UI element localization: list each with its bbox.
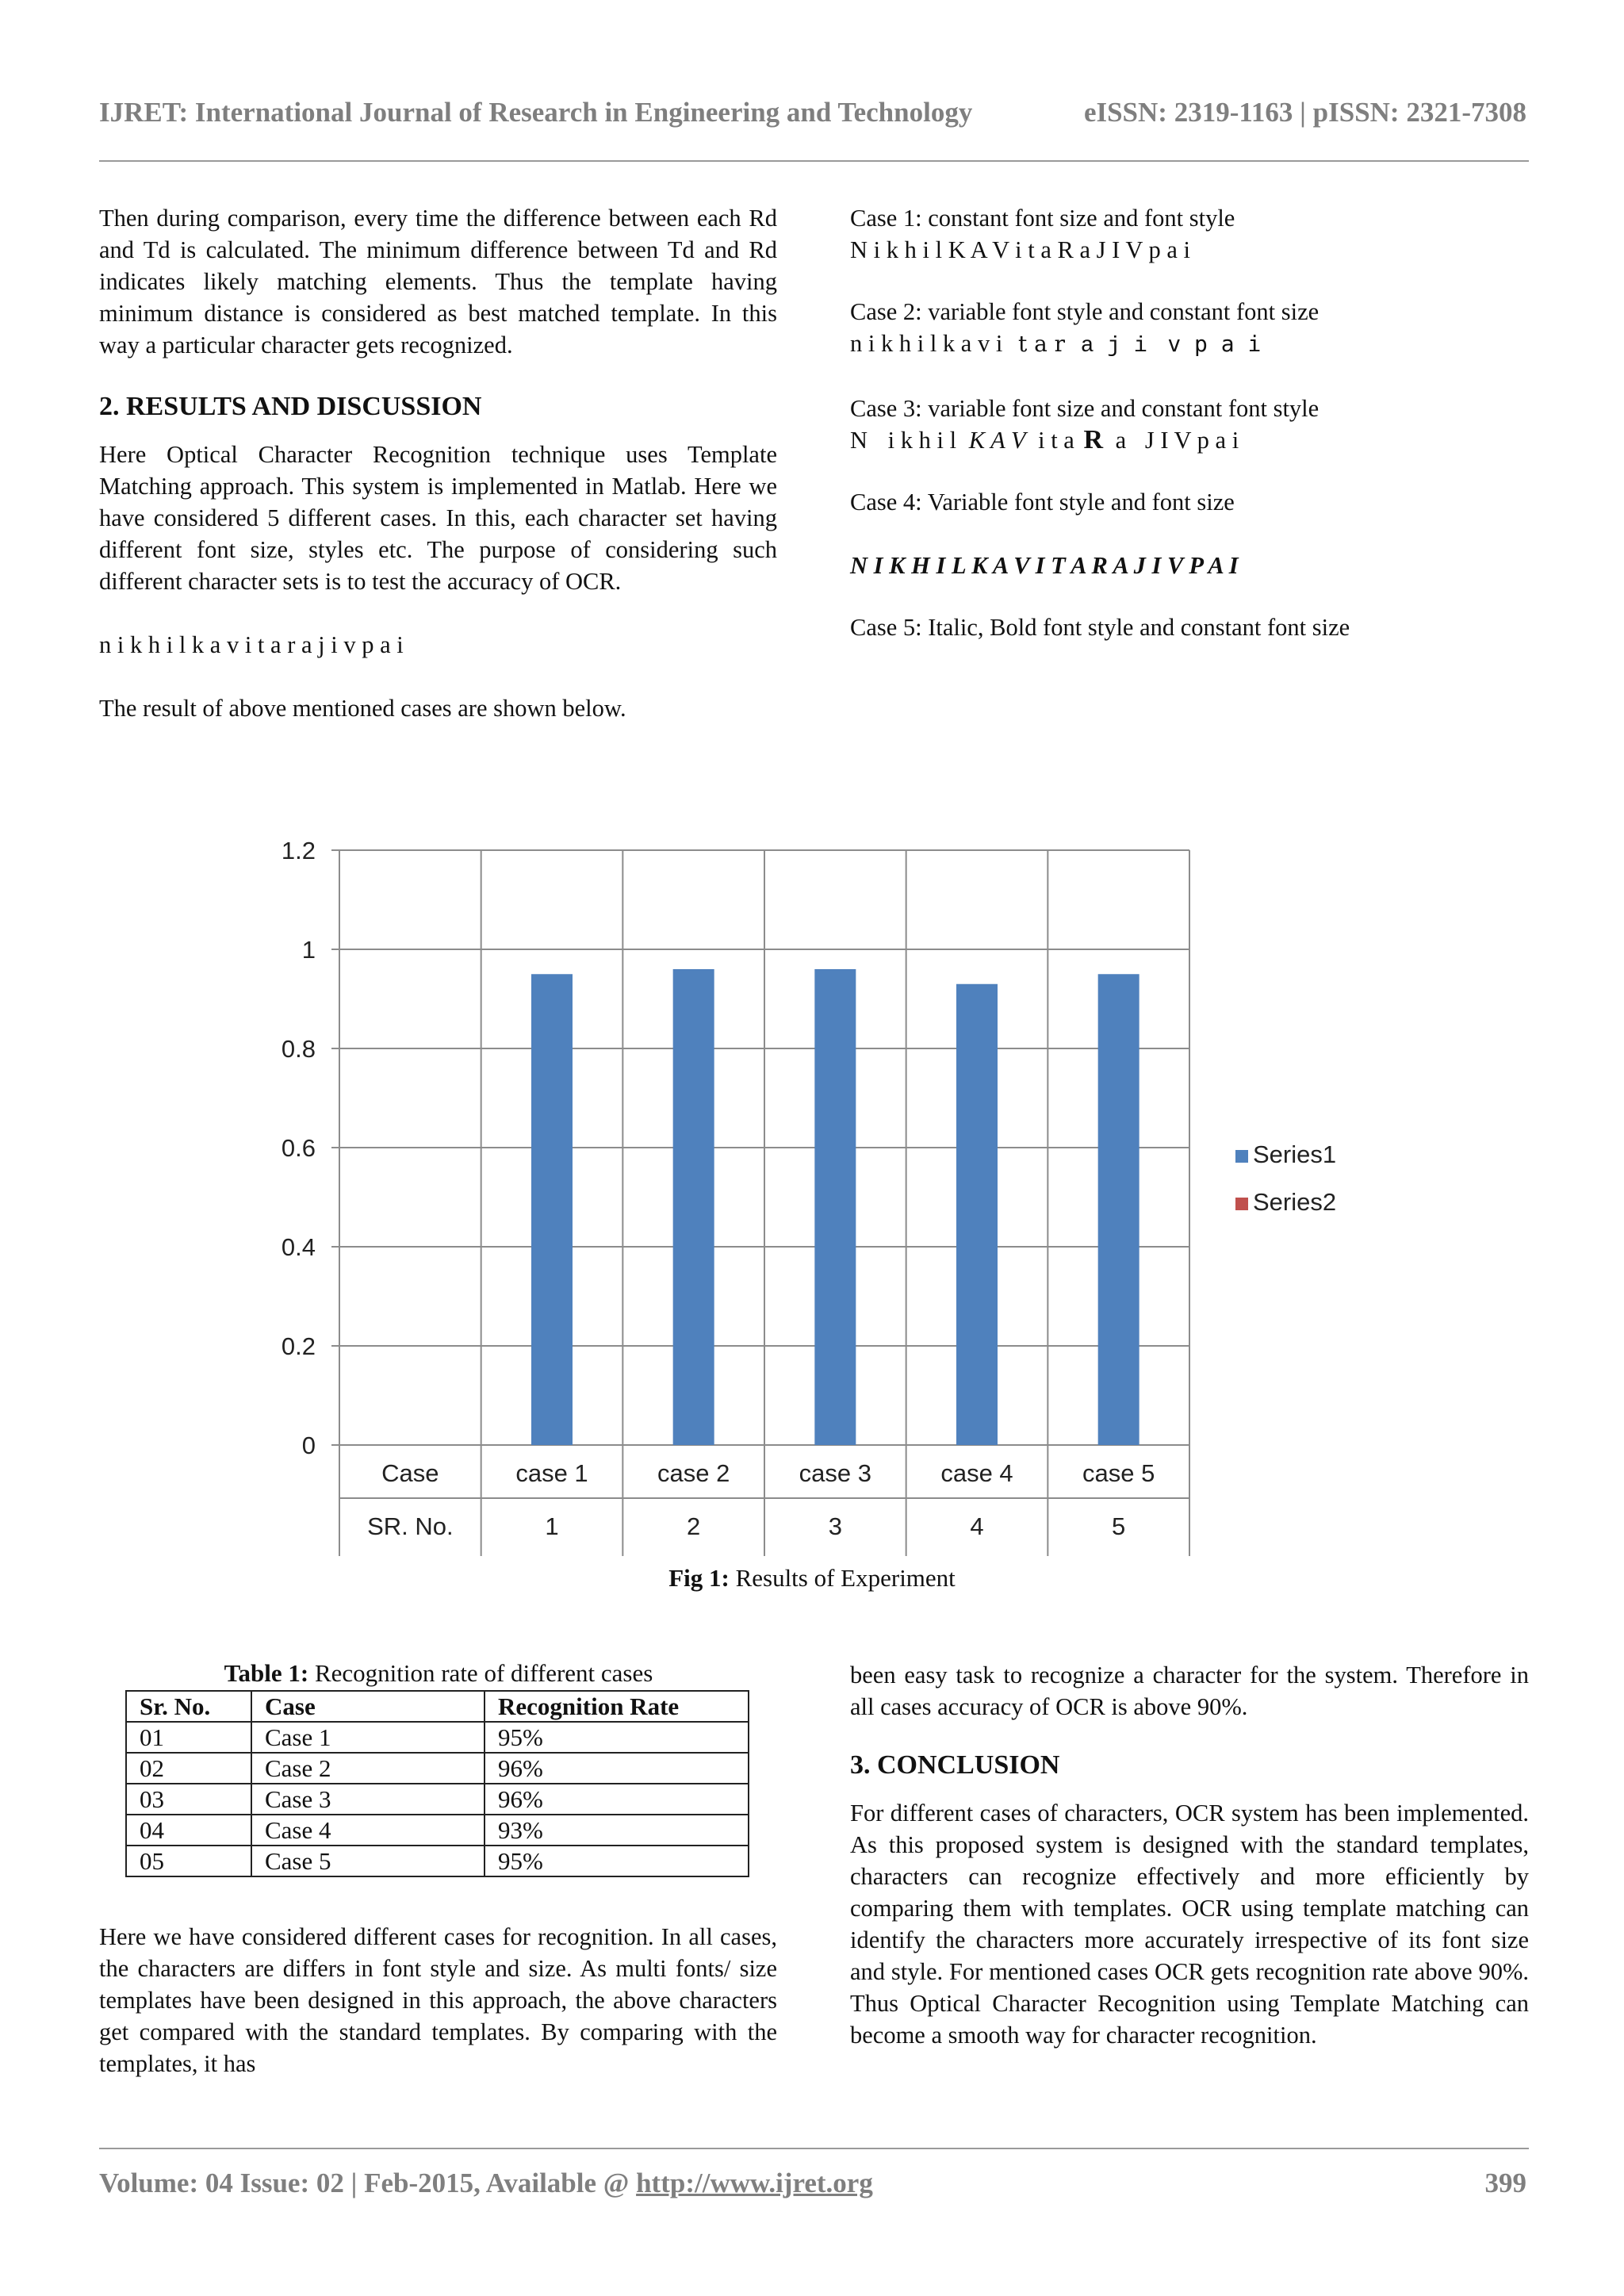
case-5-label: Case 5: Italic, Bold font style and constant font size: [850, 614, 1350, 641]
volume-info: [99, 2168, 873, 2199]
bar-case-4: [956, 984, 998, 1445]
table-1-caption: [125, 1659, 752, 1688]
journal-url-link[interactable]: http://www.ijret.org: [636, 2168, 873, 2198]
case-3-chars-part: a: [1115, 427, 1127, 454]
case-3-chars-part: J I V p a i: [1144, 427, 1239, 454]
case-3-chars-part: i k h i l: [887, 427, 957, 454]
issn-text: eISSN: 2319-1163 | pISSN: 2321-7308: [1083, 97, 1526, 128]
case-3-chars-part: i t a: [1038, 427, 1074, 454]
case-2-label: Case 2: variable font style and constant font size: [850, 298, 1320, 325]
conclusion-paragraph: For different cases of characters, OCR system has been implemented. As this proposed system is designed with the standard templates, characters can recognize effectively and more efficiently by comparing them with templates. OCR using template matching can identify the characters more accurately irrespective of its font size and style. For mentioned cases OCR gets recognition rate above 90%. Thus Optical Character Recognition using Template Matching can become a smooth way for character recognition.: [850, 1800, 1529, 2049]
lower-right-column: [850, 1659, 1529, 2051]
table-row: [126, 1722, 749, 1753]
table-cell: 95%: [485, 1722, 749, 1753]
running-header: [99, 97, 1526, 136]
y-tick-label: 0.2: [281, 1332, 316, 1360]
case-3-chars-part: R: [1083, 425, 1104, 454]
footer-rule: [99, 2148, 1529, 2149]
sample-characters: n i k h i l k a v i t a r a j i v p a i: [99, 631, 404, 658]
figure-caption-text: Results of Experiment: [735, 1564, 956, 1592]
sr-number-label: SR. No.: [367, 1512, 454, 1540]
results-intro: The result of above mentioned cases are shown below.: [99, 695, 626, 722]
case-2-chars-part: a j i: [1080, 334, 1147, 358]
case-3-characters: [850, 424, 1532, 456]
figure-caption: [0, 1564, 1624, 1593]
bar-case-3: [814, 969, 856, 1445]
legend-label: Series2: [1253, 1188, 1337, 1216]
x-category-label: case 4: [940, 1459, 1013, 1487]
table-row: [126, 1753, 749, 1784]
sr-number-label: 4: [970, 1512, 984, 1540]
sr-number-label: 1: [545, 1512, 559, 1540]
sr-number-label: 2: [687, 1512, 701, 1540]
table-cell: 05: [126, 1846, 251, 1876]
legend-swatch: [1235, 1198, 1248, 1210]
case-1-label: Case 1: constant font size and font style: [850, 205, 1235, 232]
page-number: 399: [1484, 2168, 1526, 2198]
table-cell: 02: [126, 1753, 251, 1784]
x-category-label: case 1: [515, 1459, 588, 1487]
lower-left-paragraph: [99, 1921, 777, 2079]
y-tick-label: 1.2: [281, 837, 316, 864]
table-cell: Case 2: [251, 1753, 485, 1784]
table-cell: Case 1: [251, 1722, 485, 1753]
table-row: [126, 1815, 749, 1846]
figure-caption-label: Fig 1:: [668, 1564, 730, 1592]
table-header-cell: Case: [251, 1691, 485, 1722]
x-category-label: case 5: [1082, 1459, 1155, 1487]
legend-swatch: [1235, 1150, 1248, 1163]
header-rule: [99, 160, 1529, 162]
case-2-chars-part: v p a i: [1167, 331, 1262, 357]
table-cell: 04: [126, 1815, 251, 1846]
case-4-characters: N I K H I L K A V I T A R A J I V P A I: [850, 552, 1239, 579]
table-row: [126, 1846, 749, 1876]
section-3-heading: 3. CONCLUSION: [850, 1750, 1060, 1780]
table-1-caption-text: Recognition rate of different cases: [314, 1659, 653, 1687]
case-2-characters: [850, 328, 1532, 362]
recognition-rate-table: [125, 1690, 749, 1877]
x-category-label: Case: [381, 1459, 439, 1487]
case-3-chars-part: K A V: [968, 427, 1026, 454]
table-header-cell: Sr. No.: [126, 1691, 251, 1722]
case-4-label: Case 4: Variable font style and font size: [850, 489, 1235, 516]
table-header-cell: Recognition Rate: [485, 1691, 749, 1722]
running-footer: [99, 2168, 1526, 2207]
case-3-label: Case 3: variable font size and constant font style: [850, 395, 1320, 422]
case-3-chars-part: N: [850, 427, 868, 454]
right-column-top: [850, 202, 1532, 643]
sr-number-label: 3: [828, 1512, 842, 1540]
table-row: [126, 1784, 749, 1815]
case-2-chars-part: n i k h i l k a v i: [850, 330, 1003, 357]
table-cell: 03: [126, 1784, 251, 1815]
x-category-label: case 3: [799, 1459, 872, 1487]
journal-title: IJRET: International Journal of Research in Engineering and Technology: [99, 97, 973, 128]
bar-case-2: [673, 969, 714, 1445]
y-tick-label: 0.4: [281, 1233, 316, 1261]
y-tick-label: 0: [301, 1432, 316, 1459]
left-column-top: [99, 202, 777, 724]
sr-number-label: 5: [1112, 1512, 1126, 1540]
table-cell: Case 5: [251, 1846, 485, 1876]
table-cell: 96%: [485, 1784, 749, 1815]
table-cell: 95%: [485, 1846, 749, 1876]
case-2-chars-part: t a r: [1017, 331, 1066, 357]
table-header-row: [126, 1691, 749, 1722]
results-bar-chart: [262, 825, 1411, 1566]
table-cell: Case 4: [251, 1815, 485, 1846]
section-2-paragraph: Here Optical Character Recognition technique uses Template Matching approach. This system is implemented in Matlab. Here we have considered 5 different cases. In this, each character set having different font size, styles etc. The purpose of considering such different character sets is to test the accuracy of OCR.: [99, 441, 777, 595]
lower-left-text: Here we have considered different cases for recognition. In all cases, the characters are differs in font style and size. As multi fonts/ size templates have been designed in this approach, the above characters get compared with the standard templates. By comparing with the templates, it has: [99, 1923, 777, 2077]
legend-label: Series1: [1253, 1140, 1337, 1168]
table-1-caption-label: Table 1:: [224, 1659, 309, 1687]
table-cell: 01: [126, 1722, 251, 1753]
section-2-heading: 2. RESULTS AND DISCUSSION: [99, 392, 482, 421]
continuation-paragraph: been easy task to recognize a character for the system. Therefore in all cases accuracy of OCR is above 90%.: [850, 1662, 1529, 1720]
y-tick-label: 0.6: [281, 1134, 316, 1162]
case-1-characters: N i k h i l K A V i t a R a J I V p a i: [850, 236, 1191, 263]
table-cell: Case 3: [251, 1784, 485, 1815]
y-tick-label: 0.8: [281, 1035, 316, 1063]
bar-case-1: [531, 974, 573, 1445]
table-cell: 96%: [485, 1753, 749, 1784]
volume-text: Volume: 04 Issue: 02 | Feb-2015, Available @: [99, 2168, 630, 2198]
y-tick-label: 1: [301, 936, 316, 964]
table-cell: 93%: [485, 1815, 749, 1846]
x-category-label: case 2: [657, 1459, 730, 1487]
bar-case-5: [1098, 974, 1139, 1445]
intro-paragraph: Then during comparison, every time the difference between each Rd and Td is calculated. The minimum difference between Td and Rd indicates likely matching elements. Thus the template having minimum distance is considered as best matched template. In this way a particular character gets recognized.: [99, 205, 777, 358]
